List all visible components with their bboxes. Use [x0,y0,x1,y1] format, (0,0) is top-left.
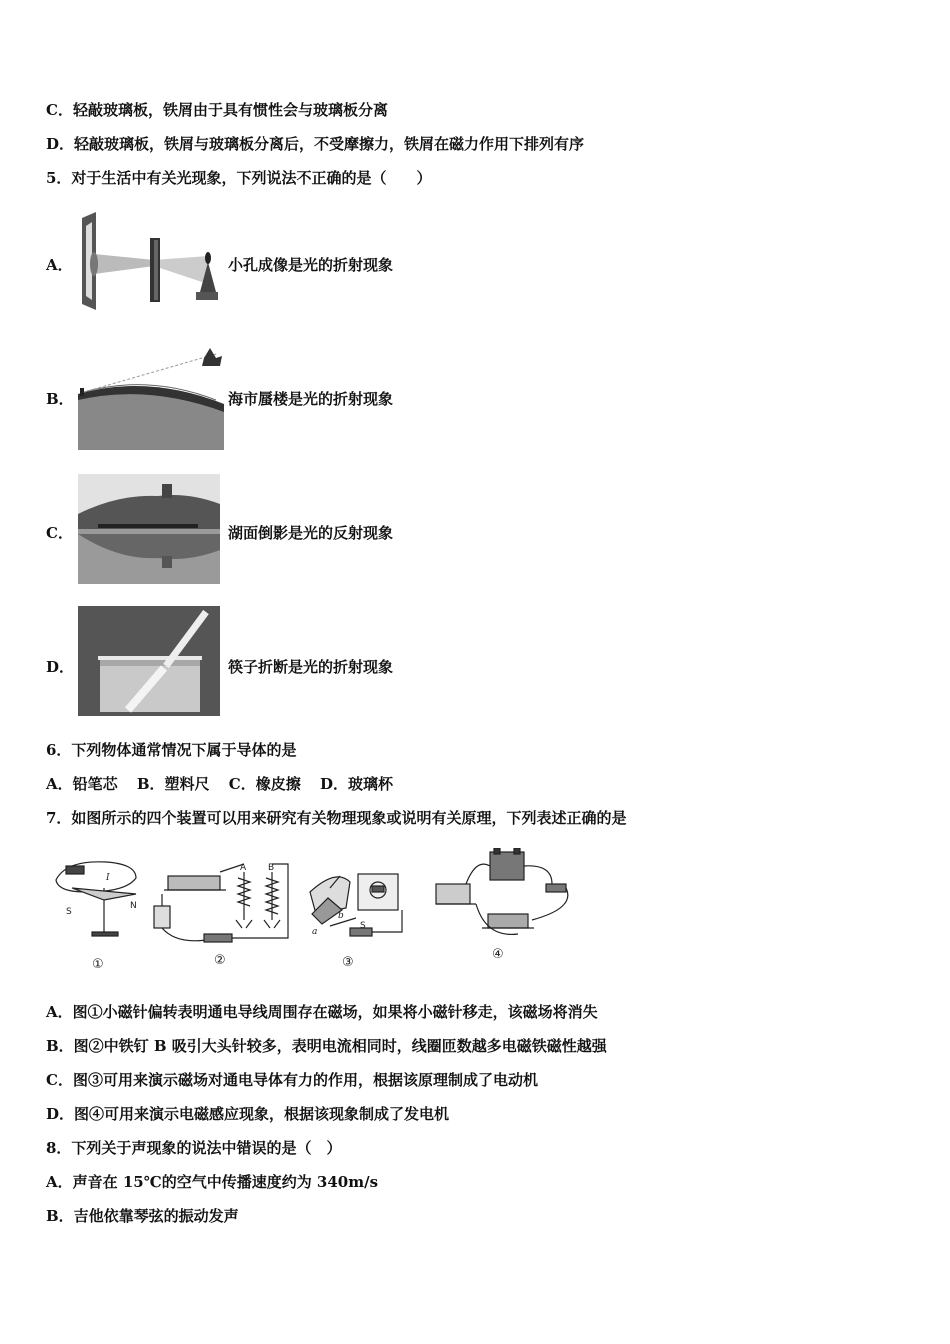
lake-reflection-image [78,474,220,584]
q7-option-b: B．图②中铁钉 B 吸引大头针较多，表明电流相同时，线圈匝数越多电磁铁磁性越强 [46,1037,607,1055]
q6-option-c: C．橡皮擦 [228,775,301,793]
mirage-image [78,344,224,450]
q5-option-c-text: 湖面倒影是光的反射现象 [228,524,394,542]
q5-stem: 5．对于生活中有关光现象，下列说法不正确的是（ ） [46,169,432,187]
fig1-s-label: S [66,907,72,917]
q5-option-a-text: 小孔成像是光的折射现象 [228,256,394,274]
q5-option-b-text: 海市蜃楼是光的折射现象 [228,390,394,408]
fig4-circuit [436,848,568,934]
fig2-a-label: A [240,863,247,873]
q6-options [46,774,407,794]
q4-option-c: C．轻敲玻璃板，铁屑由于具有惯性会与玻璃板分离 [46,101,388,119]
fig-label-3: ③ [342,955,354,970]
fig2-electromagnets [154,864,288,942]
q5-option-b-letter: B． [46,390,74,408]
fig1-n-label: N [130,901,137,911]
q5-option-d-letter: D． [46,658,75,676]
q7-option-c: C．图③可用来演示磁场对通电导体有力的作用，根据该原理制成了电动机 [46,1071,538,1089]
q6-option-d: D．玻璃杯 [319,775,393,793]
q7-option-a: A．图①小磁针偏转表明通电导线周围存在磁场，如果将小磁针移走，该磁场将消失 [46,1003,598,1021]
q5-option-a-letter: A． [46,256,73,274]
q7-stem: 7．如图所示的四个装置可以用来研究有关物理现象或说明有关原理，下列表述正确的是 [46,809,627,827]
q7-figure [46,848,586,978]
pinhole-image [78,212,224,312]
fig3-motor-setup [310,874,402,936]
q6-option-a: A．铅笔芯 [46,775,118,793]
q8-option-a: A．声音在 15℃的空气中传播速度约为 340m/s [46,1173,379,1191]
q5-option-c-letter: C． [46,524,73,542]
q5-option-d-text: 筷子折断是光的折射现象 [228,658,394,676]
q4-option-d: D．轻敲玻璃板，铁屑与玻璃板分离后，不受摩擦力，铁屑在磁力作用下排列有序 [46,135,585,153]
q8-option-b: B．吉他依靠琴弦的振动发声 [46,1207,239,1225]
fig1-oersted [56,862,136,936]
chopstick-image [78,606,220,716]
fig3-s-label: S [360,921,366,931]
q7-option-d: D．图④可用来演示电磁感应现象，根据该现象制成了发电机 [46,1105,450,1123]
q6-stem: 6．下列物体通常情况下属于导体的是 [46,741,297,759]
fig3-a-label: a [312,927,318,937]
fig1-i-label: I [106,873,110,883]
q8-stem: 8．下列关于声现象的说法中错误的是（ ） [46,1139,342,1157]
fig3-b-label: b [338,911,344,921]
fig-label-1: ① [92,957,104,972]
fig-label-4: ④ [492,947,504,962]
fig2-b-label: B [268,863,275,873]
q6-option-b: B．塑料尺 [136,775,210,793]
fig-label-2: ② [214,953,226,968]
